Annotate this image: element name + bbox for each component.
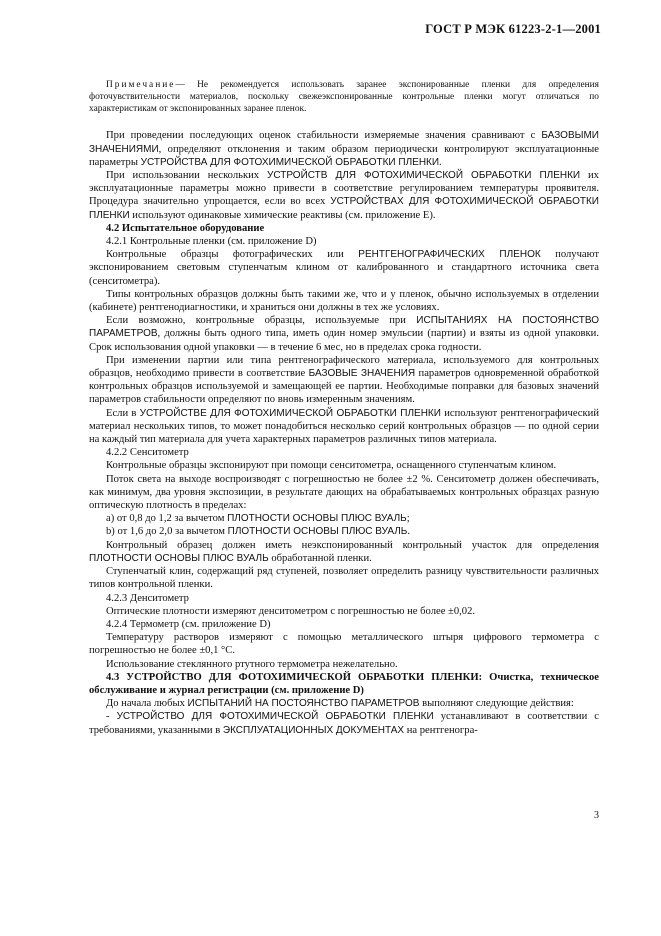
text-run: используют одинаковые химические реактивы (см. приложение Е). xyxy=(129,209,436,221)
subsection-heading-4-2-1: 4.2.1 Контрольные пленки (см. приложение D) xyxy=(106,236,317,248)
text-run: а) от 0,8 до 1,2 за вычетом xyxy=(106,513,228,525)
text-run: Если в xyxy=(106,407,140,419)
text-run: . xyxy=(407,526,410,538)
defined-term: ИСПЫТАНИЙ НА ПОСТОЯНСТВО ПАРАМЕТРОВ xyxy=(187,698,420,710)
list-item-b xyxy=(89,525,599,538)
paragraph xyxy=(89,710,599,736)
subsection-heading-4-2-2: 4.2.2 Сенситометр xyxy=(106,447,189,459)
paragraph: Использование стеклянного ртутного термометра нежелательно. xyxy=(106,658,398,670)
section-heading-4-3: 4.3 УСТРОЙСТВО ДЛЯ ФОТОХИМИЧЕСКОЙ ОБРАБОТКИ ПЛЕНКИ: Очистка, техническое обслуживание и журнал регистрации (см. приложение D) xyxy=(89,671,599,696)
text-run: . xyxy=(439,156,442,168)
paragraph xyxy=(89,129,599,169)
paragraph: Ступенчатый клин, содержащий ряд ступеней, позволяет определить разницу чувствительности различных типов контрольной пленки. xyxy=(89,566,599,591)
defined-term: ИСПЫТАНИЯХ НА ПОСТОЯНСТВО ПАРАМЕТРОВ xyxy=(89,315,599,340)
page-body xyxy=(89,80,599,737)
paragraph: Температуру растворов измеряют с помощью металлического штыря цифрового термометра с погрешностью не более ±0,1 °С. xyxy=(89,632,599,657)
note-label: Примечание xyxy=(106,80,176,90)
defined-term: УСТРОЙСТВО ДЛЯ ФОТОХИМИЧЕСКОЙ ОБРАБОТКИ ПЛЕНКИ xyxy=(116,711,434,723)
text-run: Контрольный образец должен иметь неэкспонированный контрольный участок для определения xyxy=(106,539,599,551)
subsection-heading-4-2-4: 4.2.4 Термометр (см. приложение D) xyxy=(106,618,271,630)
note-paragraph xyxy=(89,80,599,115)
paragraph xyxy=(89,354,599,407)
defined-term: БАЗОВЫМИ ЗНАЧЕНИЯМИ xyxy=(89,130,599,155)
text-run: обработанной пленки. xyxy=(268,552,372,564)
text-run: Если возможно, контрольные образцы, используемые при xyxy=(106,315,417,327)
page-number: 3 xyxy=(594,810,599,821)
text-run: используют рентгенографический материал нескольких типов, то может понадобиться несколько серий контрольных образцов — по одной серии на каждый тип материала для учета характерных параметров различных типов материала. xyxy=(89,407,599,446)
paragraph xyxy=(89,539,599,565)
defined-term: БАЗОВЫЕ ЗНАЧЕНИЯ xyxy=(308,368,416,380)
defined-term: ПЛОТНОСТИ ОСНОВЫ ПЛЮС ВУАЛЬ xyxy=(227,526,408,538)
text-run: , определяют отклонения и таким образом периодически контролируют эксплуатационные параметры xyxy=(89,143,599,168)
defined-term: УСТРОЙСТВЕ ДЛЯ ФОТОХИМИЧЕСКОЙ ОБРАБОТКИ ПЛЕНКИ xyxy=(139,407,441,419)
section-heading-4-2: 4.2 Испытательное оборудование xyxy=(106,222,265,234)
paragraph xyxy=(89,697,599,710)
subsection-heading-4-2-3: 4.2.3 Денситометр xyxy=(106,592,189,604)
text-run: При изменении партии или типа рентгенографического материала, используемого для контрольных образцов, необходимо привести в соответствие xyxy=(89,354,599,380)
defined-term: РЕНТГЕНОГРАФИЧЕСКИХ ПЛЕНОК xyxy=(358,249,541,261)
text-run: ; xyxy=(406,513,410,525)
text-run: параметров одновременной обработкой контрольных образцов используемой и замещающей ее партии. Необходимые поправки для базовых значений параметров стабильности определяют по вновь измеренным значениям. xyxy=(89,368,599,406)
list-item-a xyxy=(89,512,599,525)
note-text: — Не рекомендуется использовать заранее экспонированные пленки для определения фоточувствительности материалов, поскольку свежеэкспонированные контрольные пленки могут отличаться по характеристикам от экспонированных заранее пленок. xyxy=(89,80,599,114)
paragraph xyxy=(89,314,599,354)
document-header: ГОСТ Р МЭК 61223-2-1—2001 xyxy=(425,22,601,36)
paragraph: Типы контрольных образцов должны быть такими же, что и у пленок, обычно используемых в отделении (кабинете) рентгенодиагностики, и храниться они должны в тех же условиях. xyxy=(89,288,599,314)
text-run: получают экспонированием световым ступенчатым клином от калиброванного и стандартного источника света (сенситометра). xyxy=(89,249,600,287)
text-run: Контрольные образцы фотографических или xyxy=(106,249,359,261)
paragraph xyxy=(89,248,599,288)
text-run: b) от 1,6 до 2,0 за вычетом xyxy=(106,526,228,538)
text-run: на рентгеногра- xyxy=(404,724,478,736)
paragraph: Контрольные образцы экспонируют при помощи сенситометра, оснащенного ступенчатым клином. xyxy=(106,460,557,472)
defined-term: УСТРОЙСТВА ДЛЯ ФОТОХИМИЧЕСКОЙ ОБРАБОТКИ ПЛЕНКИ xyxy=(140,156,440,168)
defined-term: ПЛОТНОСТИ ОСНОВЫ ПЛЮС ВУАЛЬ xyxy=(89,552,269,564)
text-run: , должны быть одного типа, иметь один номер эмульсии (партии) и взяты из одной упаковки. Срок использования одной упаковки — в течение 6 мес, но в пределах срока годности. xyxy=(89,328,599,353)
text-run: - xyxy=(106,711,117,723)
defined-term: ПЛОТНОСТИ ОСНОВЫ ПЛЮС ВУАЛЬ xyxy=(227,513,407,525)
text-run: их эксплуатационные параметры можно привести в соответствие регулированием температуры проявителя. Процедура значительно упрощается, если во всех xyxy=(89,170,599,208)
text-run: устанавливают в соответствии с требованиями, указанными в xyxy=(89,711,600,736)
defined-term: УСТРОЙСТВАХ ДЛЯ ФОТОХИМИЧЕСКОЙ ОБРАБОТКИ ПЛЕНКИ xyxy=(89,196,599,221)
text-run: При проведении последующих оценок стабильности измеряемые значения сравнивают с xyxy=(106,130,542,142)
paragraph: Оптические плотности измеряют денситометром с погрешностью не более ±0,02. xyxy=(106,605,476,617)
paragraph xyxy=(89,169,599,222)
text-run: До начала любых xyxy=(106,698,188,710)
text-run: выполняют следующие действия: xyxy=(419,698,574,710)
paragraph: Поток света на выходе воспроизводят с погрешностью не более ±2 %. Сенситометр должен обеспечивать, как минимум, два уровня экспозиции, в результате дающих на обрабатываемых контрольных образцах разную оптическую плотность в пределах: xyxy=(89,473,599,512)
defined-term: ЭКСПЛУАТАЦИОННЫХ ДОКУМЕНТАХ xyxy=(222,724,405,736)
paragraph xyxy=(89,407,599,447)
text-run: При использовании нескольких xyxy=(106,170,267,181)
defined-term: УСТРОЙСТВ ДЛЯ ФОТОХИМИЧЕСКОЙ ОБРАБОТКИ ПЛЕНКИ xyxy=(266,170,581,181)
